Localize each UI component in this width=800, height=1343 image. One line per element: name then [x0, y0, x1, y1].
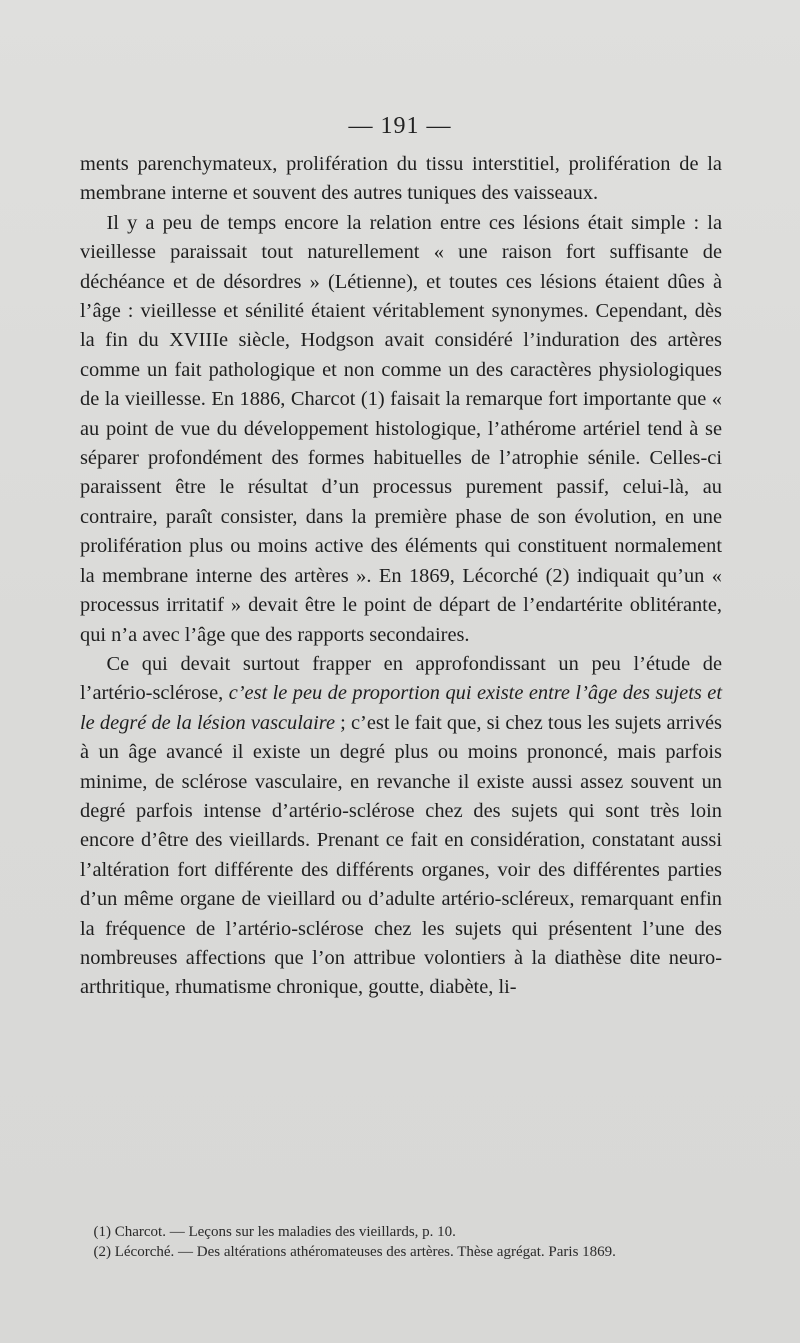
- paragraph-3-end: ; c’est le fait que, si chez tous les sujets arrivés à un âge avancé il existe un degré plus ou moins prononcé, mais parfois minime, de sclérose vasculaire, en revanche il existe aussi assez souvent un degré parfois intense d’artério-sclérose chez des sujets qui sont très loin encore d’être des vieillards. Prenant ce fait en considération, constatant aussi l’altération fort différente des différents organes, voir des différentes parties d’un même organe de vieillard ou d’adulte artério-scléreux, remarquant enfin la fréquence de l’artério-sclérose chez les sujets qui présentent l’une des nombreuses affections que l’on attribue volontiers à la diathèse dite neuro-arthritique, rhumatisme chronique, goutte, diabète, li-: [80, 711, 722, 999]
- footnote-2: (2) Lécorché. — Des altérations athéromateuses des artères. Thèse agrégat. Paris 1869.: [93, 1244, 616, 1260]
- paragraph-3-start: Ce qui devait surtout frapper en approfondissant un peu l’étude de l’artério-sclérose,: [80, 652, 722, 705]
- paragraph-3-emphasis: c’est le peu de proportion qui existe entre l’âge des sujets et le degré de la lésion vasculaire: [80, 682, 723, 734]
- paragraph-2: Il y a peu de temps encore la relation entre ces lésions était simple : la vieillesse paraissait tout naturellement « une raison fort suffisante de déchéance et de désordres » (Létienne), et toutes ces lésions étaient dûes à l’âge : vieillesse et sénilité étaient véritablement synonymes. Cependant, dès la fin du XVIIIe siècle, Hodgson avait considéré l’induration des artères comme un fait pathologique et non comme un des caractères physiologiques de la vieillesse. En 1886, Charcot (1) faisait la remarque fort importante que « au point de vue du développement histologique, l’athérome artériel tend à se séparer profondément des formes habituelles de l’atrophie sénile. Celles-ci paraissent être le résultat d’un processus purement passif, celui-là, au contraire, paraît consister, dans la première phase de son évolution, en une prolifération plus ou moins active des éléments qui constituent normalement la membrane interne des artères ». En 1869, Lécorché (2) indiquait qu’un « processus irritatif » devait être le point de départ de l’endartérite oblitérante, qui n’a avec l’âge que des rapports secondaires.: [80, 211, 722, 646]
- body-text: [80, 150, 722, 1003]
- footnotes: [80, 1222, 722, 1262]
- page-number: — 191 —: [348, 113, 452, 139]
- footnote-1: (1) Charcot. — Leçons sur les maladies des vieillards, p. 10.: [93, 1224, 456, 1240]
- paragraph-1: ments parenchymateux, prolifération du tissu interstitiel, prolifération de la membrane interne et souvent des autres tuniques des vaisseaux.: [80, 153, 722, 205]
- paragraph-3: [80, 650, 722, 1003]
